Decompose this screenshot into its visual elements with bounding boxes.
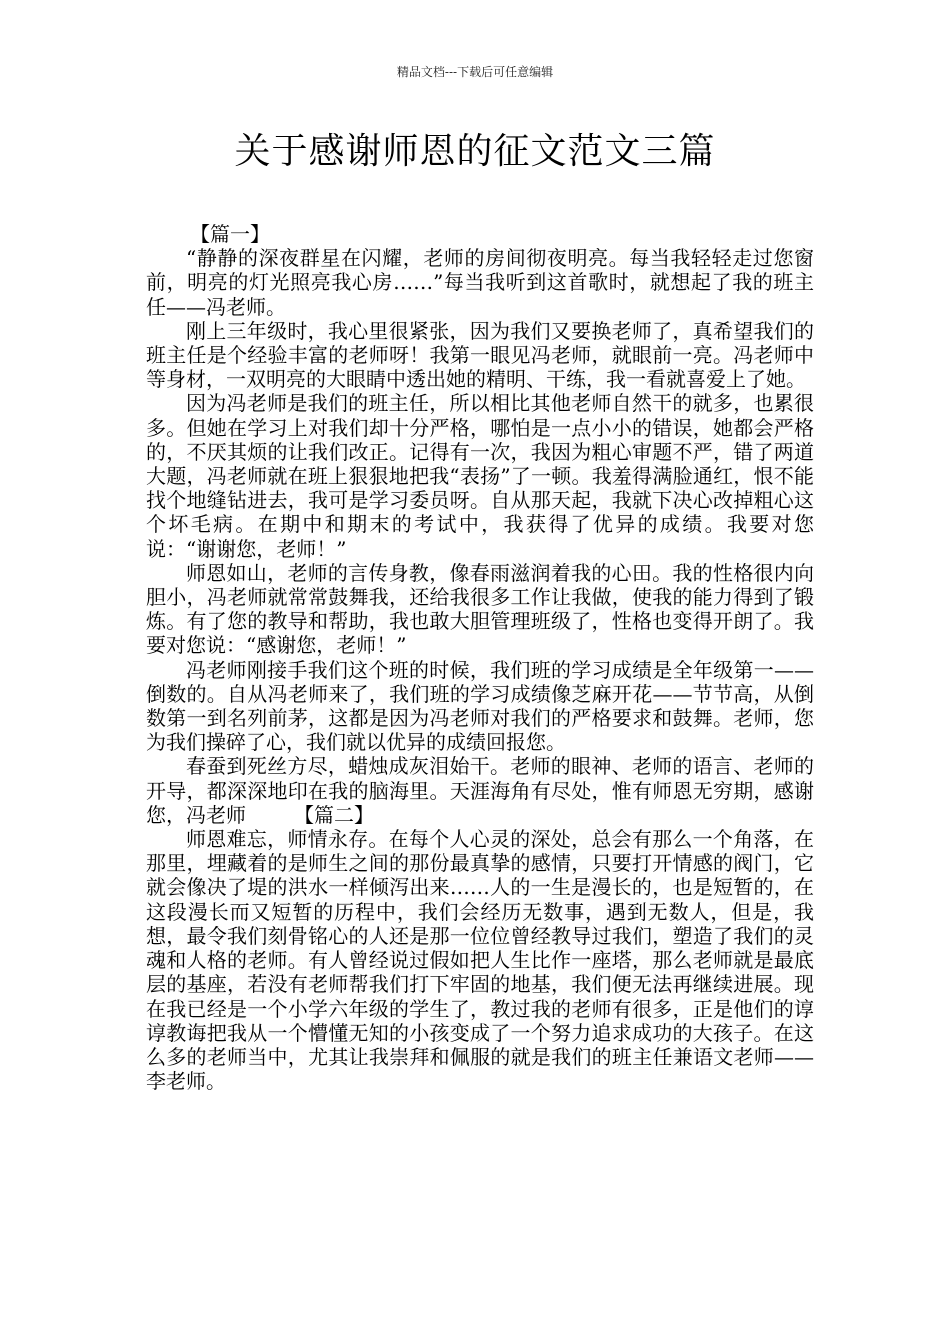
paragraph: “静静的深夜群星在闪耀，老师的房间彻夜明亮。每当我轻轻走过您窗前，明亮的灯光照亮我心房……”每当我听到这首歌时，就想起了我的班主任——冯老师。 bbox=[146, 246, 814, 319]
section-two-label: 【篇二】 bbox=[294, 802, 374, 827]
section-one-label: 【篇一】 bbox=[190, 222, 270, 246]
paragraph: 冯老师刚接手我们这个班的时候，我们班的学习成绩是全年级第一——倒数的。自从冯老师来了，我们班的学习成绩像芝麻开花——节节高，从倒数第一到名列前茅，这都是因为冯老师对我们的严格要求和鼓舞。老师，您为我们操碎了心，我们就以优异的成绩回报您。 bbox=[146, 657, 814, 755]
paragraph-text: 春蚕到死丝方尽，蜡烛成灰泪始干。老师的眼神、老师的语言、老师的开导，都深深地印在我的脑海里。天涯海角有尽处，惟有师恩无穷期，感谢您，冯老师 bbox=[146, 754, 814, 827]
page-title: 关于感谢师恩的征文范文三篇 bbox=[234, 131, 716, 172]
paragraph: 因为冯老师是我们的班主任，所以相比其他老师自然干的就多，也累很多。但她在学习上对我们却十分严格，哪怕是一点小小的错误，她都会严格的，不厌其烦的让我们改正。记得有一次，我因为粗心审题不严，错了两道大题，冯老师就在班上狠狠地把我“表扬”了一顿。我羞得满脸通红，恨不能找个地缝钻进去，我可是学习委员呀。自从那天起，我就下决心改掉粗心这个坏毛病。在期中和期末的考试中，我获得了优异的成绩。我要对您说：“谢谢您，老师！” bbox=[146, 391, 814, 561]
article-body bbox=[146, 222, 814, 1093]
paragraph bbox=[146, 754, 814, 827]
paragraph: 刚上三年级时，我心里很紧张，因为我们又要换老师了，真希望我们的班主任是个经验丰富的老师呀！我第一眼见冯老师，就眼前一亮。冯老师中等身材，一双明亮的大眼睛中透出她的精明、干练，我一看就喜爱上了她。 bbox=[146, 318, 814, 392]
paragraph: 师恩难忘，师情永存。在每个人心灵的深处，总会有那么一个角落，在那里，埋藏着的是师生之间的那份最真挚的感情，只要打开情感的阀门，它就会像决了堤的洪水一样倾泻出来……人的一生是漫长的，也是短暂的，在这段漫长而又短暂的历程中，我们会经历无数事，遇到无数人，但是，我想，最令我们刻骨铭心的人还是那一位位曾经教导过我们，塑造了我们的灵魂和人格的老师。有人曾经说过假如把人生比作一座塔，那么老师就是最底层的基座，若没有老师帮我们打下牢固的地基，我们便无法再继续进展。现在我已经是一个小学六年级的学生了，教过我的老师有很多，正是他们的谆谆教诲把我从一个懵懂无知的小孩变成了一个努力追求成功的大孩子。在这么多的老师当中，尤其让我崇拜和佩服的就是我们的班主任兼语文老师——李老师。 bbox=[146, 827, 814, 1094]
header-note: 精品文档---下载后可任意编辑 bbox=[396, 65, 554, 79]
paragraph: 师恩如山，老师的言传身教，像春雨滋润着我的心田。我的性格很内向胆小，冯老师就常常鼓舞我，还给我很多工作让我做，使我的能力得到了锻炼。有了您的教导和帮助，我也敢大胆管理班级了，性格也变得开朗了。我要对您说：“感谢您，老师！” bbox=[146, 560, 814, 658]
